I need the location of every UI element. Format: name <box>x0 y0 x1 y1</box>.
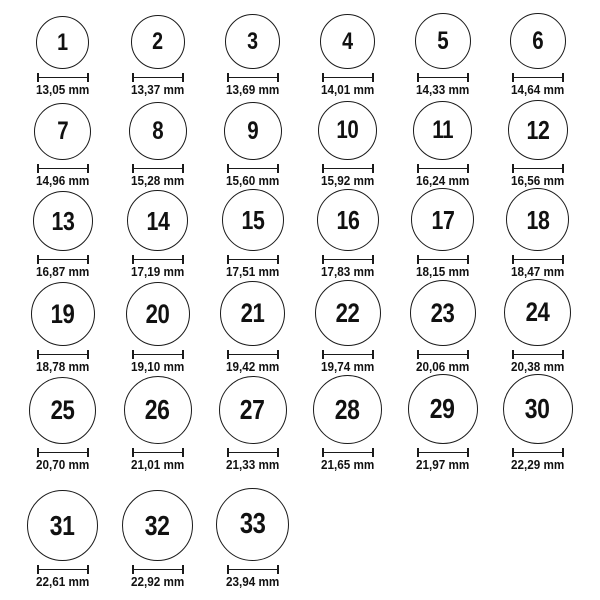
ring-size-cell <box>110 15 205 97</box>
measure-bar <box>514 77 562 79</box>
diameter-label: 21,01 mm <box>130 457 185 472</box>
ring-circle <box>410 280 476 346</box>
measure-tick-right <box>562 448 564 457</box>
ring-circle <box>504 279 571 346</box>
diameter-label: 22,92 mm <box>130 574 185 589</box>
ring-circle <box>413 101 472 160</box>
diameter-label: 21,33 mm <box>225 457 280 472</box>
ring-circle <box>36 16 89 69</box>
measure-tick-right <box>87 565 89 574</box>
diameter-label: 14,64 mm <box>510 82 565 97</box>
diameter-measure-line <box>417 164 469 173</box>
diameter-measure-line <box>512 73 564 82</box>
diameter-measure-line <box>227 565 279 574</box>
ring-circle <box>34 103 91 160</box>
ring-circle <box>216 488 289 561</box>
diameter-measure-line <box>37 350 89 359</box>
measure-bar <box>134 569 182 571</box>
diameter-measure-line <box>512 350 564 359</box>
ring-size-cell <box>15 377 110 472</box>
ring-size-number: 25 <box>50 395 75 425</box>
ring-size-number: 20 <box>145 298 170 329</box>
measure-tick-right <box>562 350 564 359</box>
diameter-label: 16,56 mm <box>510 173 565 188</box>
measure-bar <box>419 168 467 170</box>
diameter-measure-line <box>512 164 564 173</box>
diameter-label: 15,28 mm <box>130 173 185 188</box>
ring-size-number: 2 <box>152 28 163 55</box>
measure-tick-right <box>372 73 374 82</box>
measure-bar <box>39 168 87 170</box>
diameter-measure-line <box>132 565 184 574</box>
measure-bar <box>229 569 277 571</box>
chart-row <box>15 188 585 279</box>
measure-bar <box>324 77 372 79</box>
ring-size-number: 24 <box>525 297 550 327</box>
ring-circle <box>503 374 573 444</box>
ring-circle <box>31 282 95 346</box>
measure-tick-right <box>277 350 279 359</box>
measure-tick-right <box>372 255 374 264</box>
chart-row <box>15 6 585 97</box>
ring-size-number: 33 <box>239 508 266 540</box>
ring-size-number: 17 <box>431 204 454 235</box>
measure-bar <box>324 452 372 454</box>
ring-circle <box>124 376 192 444</box>
measure-bar <box>229 77 277 79</box>
diameter-label: 20,38 mm <box>510 359 565 374</box>
diameter-label: 13,37 mm <box>130 82 185 97</box>
ring-size-number: 12 <box>526 115 549 145</box>
ring-size-cell <box>205 102 300 188</box>
ring-circle <box>131 15 185 69</box>
ring-size-cell <box>110 376 205 472</box>
ring-size-number: 22 <box>335 297 360 328</box>
ring-size-number: 15 <box>241 205 264 235</box>
measure-tick-right <box>372 350 374 359</box>
diameter-label: 21,65 mm <box>320 457 375 472</box>
measure-tick-right <box>182 565 184 574</box>
ring-size-cell <box>110 282 205 374</box>
diameter-measure-line <box>417 73 469 82</box>
diameter-label: 16,24 mm <box>415 173 470 188</box>
ring-size-cell <box>490 13 585 97</box>
diameter-measure-line <box>37 164 89 173</box>
ring-circle <box>222 189 284 251</box>
diameter-label: 19,10 mm <box>130 359 185 374</box>
ring-size-number: 18 <box>526 204 549 235</box>
measure-tick-right <box>562 255 564 264</box>
ring-size-number: 4 <box>342 27 353 55</box>
diameter-label: 22,61 mm <box>35 574 90 589</box>
measure-tick-right <box>87 73 89 82</box>
measure-tick-right <box>182 448 184 457</box>
ring-size-number: 5 <box>437 26 448 55</box>
diameter-measure-line <box>132 448 184 457</box>
ring-size-cell <box>15 191 110 279</box>
measure-tick-right <box>277 164 279 173</box>
ring-circle <box>219 376 287 444</box>
measure-tick-right <box>467 255 469 264</box>
diameter-measure-line <box>417 255 469 264</box>
measure-bar <box>134 452 182 454</box>
measure-bar <box>39 354 87 356</box>
diameter-measure-line <box>37 448 89 457</box>
ring-circle <box>29 377 96 444</box>
diameter-label: 23,94 mm <box>225 574 280 589</box>
ring-size-cell <box>300 189 395 279</box>
ring-size-cell <box>300 375 395 472</box>
measure-bar <box>419 77 467 79</box>
chart-row <box>15 97 585 188</box>
diameter-measure-line <box>132 73 184 82</box>
ring-circle <box>408 374 478 444</box>
ring-size-number: 9 <box>247 116 258 145</box>
ring-size-cell <box>110 102 205 188</box>
ring-size-number: 6 <box>532 26 543 55</box>
measure-bar <box>229 354 277 356</box>
ring-size-cell <box>395 188 490 279</box>
ring-size-number: 16 <box>336 205 359 235</box>
ring-size-cell <box>205 281 300 374</box>
measure-bar <box>514 354 562 356</box>
ring-circle <box>506 188 569 251</box>
diameter-measure-line <box>132 255 184 264</box>
chart-row <box>15 488 585 589</box>
ring-size-number: 7 <box>57 117 68 145</box>
ring-size-cell <box>15 16 110 97</box>
ring-circle <box>127 190 188 251</box>
ring-circle <box>126 282 190 346</box>
diameter-label: 22,29 mm <box>510 457 565 472</box>
ring-size-cell <box>15 282 110 374</box>
ring-circle <box>508 100 568 160</box>
ring-size-cell <box>490 188 585 279</box>
ring-size-number: 26 <box>145 394 170 425</box>
ring-size-cell <box>205 488 300 589</box>
measure-tick-right <box>87 350 89 359</box>
measure-bar <box>514 168 562 170</box>
ring-circle <box>415 13 471 69</box>
ring-circle <box>224 102 282 160</box>
ring-size-number: 11 <box>432 116 453 144</box>
ring-size-cell <box>110 490 205 589</box>
measure-tick-right <box>467 448 469 457</box>
measure-bar <box>229 259 277 261</box>
measure-tick-right <box>277 565 279 574</box>
measure-bar <box>514 259 562 261</box>
ring-size-cell <box>395 280 490 374</box>
measure-bar <box>134 77 182 79</box>
measure-tick-right <box>467 164 469 173</box>
diameter-measure-line <box>37 255 89 264</box>
ring-size-cell <box>205 189 300 279</box>
ring-size-cell <box>490 279 585 374</box>
measure-tick-right <box>372 164 374 173</box>
measure-bar <box>39 77 87 79</box>
measure-bar <box>514 452 562 454</box>
measure-tick-right <box>562 73 564 82</box>
ring-size-number: 32 <box>145 509 170 541</box>
diameter-label: 18,15 mm <box>415 264 470 279</box>
diameter-measure-line <box>132 350 184 359</box>
measure-tick-right <box>467 350 469 359</box>
ring-circle <box>315 280 381 346</box>
diameter-label: 17,83 mm <box>320 264 375 279</box>
ring-size-number: 31 <box>50 509 75 541</box>
diameter-measure-line <box>227 448 279 457</box>
diameter-label: 15,60 mm <box>225 173 280 188</box>
diameter-measure-line <box>132 164 184 173</box>
diameter-label: 15,92 mm <box>320 173 375 188</box>
measure-tick-right <box>182 164 184 173</box>
diameter-label: 13,05 mm <box>35 82 90 97</box>
chart-row <box>15 279 585 374</box>
ring-size-number: 3 <box>247 27 258 55</box>
diameter-label: 16,87 mm <box>35 264 90 279</box>
ring-circle <box>27 490 98 561</box>
ring-size-cell <box>205 376 300 472</box>
ring-size-cell <box>110 190 205 279</box>
ring-size-number: 1 <box>57 28 68 56</box>
diameter-label: 21,97 mm <box>415 457 470 472</box>
ring-circle <box>33 191 93 251</box>
diameter-measure-line <box>227 255 279 264</box>
diameter-measure-line <box>512 255 564 264</box>
diameter-measure-line <box>512 448 564 457</box>
diameter-measure-line <box>322 73 374 82</box>
ring-circle <box>122 490 193 561</box>
diameter-measure-line <box>227 73 279 82</box>
ring-size-number: 8 <box>152 116 163 145</box>
diameter-measure-line <box>322 448 374 457</box>
measure-bar <box>134 168 182 170</box>
measure-tick-right <box>277 73 279 82</box>
diameter-label: 18,78 mm <box>35 359 90 374</box>
diameter-label: 17,51 mm <box>225 264 280 279</box>
ring-size-number: 10 <box>336 116 359 144</box>
ring-size-cell <box>300 14 395 97</box>
ring-size-number: 29 <box>430 393 455 424</box>
diameter-measure-line <box>322 350 374 359</box>
diameter-measure-line <box>417 350 469 359</box>
ring-size-number: 30 <box>525 393 550 424</box>
measure-tick-right <box>277 255 279 264</box>
measure-tick-right <box>182 73 184 82</box>
ring-size-number: 13 <box>51 206 74 236</box>
measure-tick-right <box>372 448 374 457</box>
measure-tick-right <box>87 164 89 173</box>
ring-circle <box>510 13 566 69</box>
measure-bar <box>39 569 87 571</box>
diameter-label: 19,42 mm <box>225 359 280 374</box>
ring-size-cell <box>490 100 585 188</box>
diameter-label: 18,47 mm <box>510 264 565 279</box>
ring-size-number: 23 <box>430 297 455 328</box>
measure-bar <box>419 354 467 356</box>
ring-circle <box>313 375 382 444</box>
diameter-label: 17,19 mm <box>130 264 185 279</box>
measure-tick-right <box>182 350 184 359</box>
measure-bar <box>324 354 372 356</box>
measure-bar <box>419 452 467 454</box>
diameter-label: 20,06 mm <box>415 359 470 374</box>
chart-row <box>15 374 585 472</box>
measure-bar <box>39 259 87 261</box>
ring-size-number: 27 <box>240 394 265 425</box>
ring-size-cell <box>15 490 110 589</box>
measure-bar <box>229 168 277 170</box>
measure-tick-right <box>277 448 279 457</box>
measure-bar <box>419 259 467 261</box>
ring-size-cell <box>15 103 110 188</box>
measure-tick-right <box>87 448 89 457</box>
ring-size-cell <box>300 280 395 374</box>
measure-tick-right <box>562 164 564 173</box>
ring-size-number: 28 <box>335 393 360 425</box>
measure-tick-right <box>87 255 89 264</box>
ring-size-number: 19 <box>50 298 75 329</box>
diameter-measure-line <box>37 73 89 82</box>
diameter-measure-line <box>227 164 279 173</box>
diameter-label: 20,70 mm <box>35 457 90 472</box>
ring-size-cell <box>205 14 300 97</box>
measure-tick-right <box>467 73 469 82</box>
diameter-label: 14,33 mm <box>415 82 470 97</box>
measure-bar <box>324 168 372 170</box>
ring-size-cell <box>490 374 585 472</box>
ring-size-cell <box>395 101 490 188</box>
ring-size-cell <box>395 374 490 472</box>
diameter-measure-line <box>417 448 469 457</box>
diameter-measure-line <box>322 255 374 264</box>
ring-circle <box>317 189 379 251</box>
ring-circle <box>129 102 187 160</box>
measure-bar <box>134 259 182 261</box>
diameter-label: 13,69 mm <box>225 82 280 97</box>
ring-size-number: 14 <box>146 205 169 236</box>
ring-size-number: 21 <box>240 298 265 328</box>
diameter-label: 14,01 mm <box>320 82 375 97</box>
ring-circle <box>318 101 377 160</box>
diameter-label: 19,74 mm <box>320 359 375 374</box>
diameter-measure-line <box>227 350 279 359</box>
ring-circle <box>320 14 375 69</box>
measure-bar <box>134 354 182 356</box>
ring-circle <box>225 14 280 69</box>
diameter-measure-line <box>37 565 89 574</box>
measure-bar <box>39 452 87 454</box>
measure-bar <box>324 259 372 261</box>
diameter-label: 14,96 mm <box>35 173 90 188</box>
ring-size-cell <box>300 101 395 188</box>
measure-tick-right <box>182 255 184 264</box>
ring-circle <box>411 188 474 251</box>
diameter-measure-line <box>322 164 374 173</box>
ring-size-cell <box>395 13 490 97</box>
ring-circle <box>220 281 285 346</box>
measure-bar <box>229 452 277 454</box>
